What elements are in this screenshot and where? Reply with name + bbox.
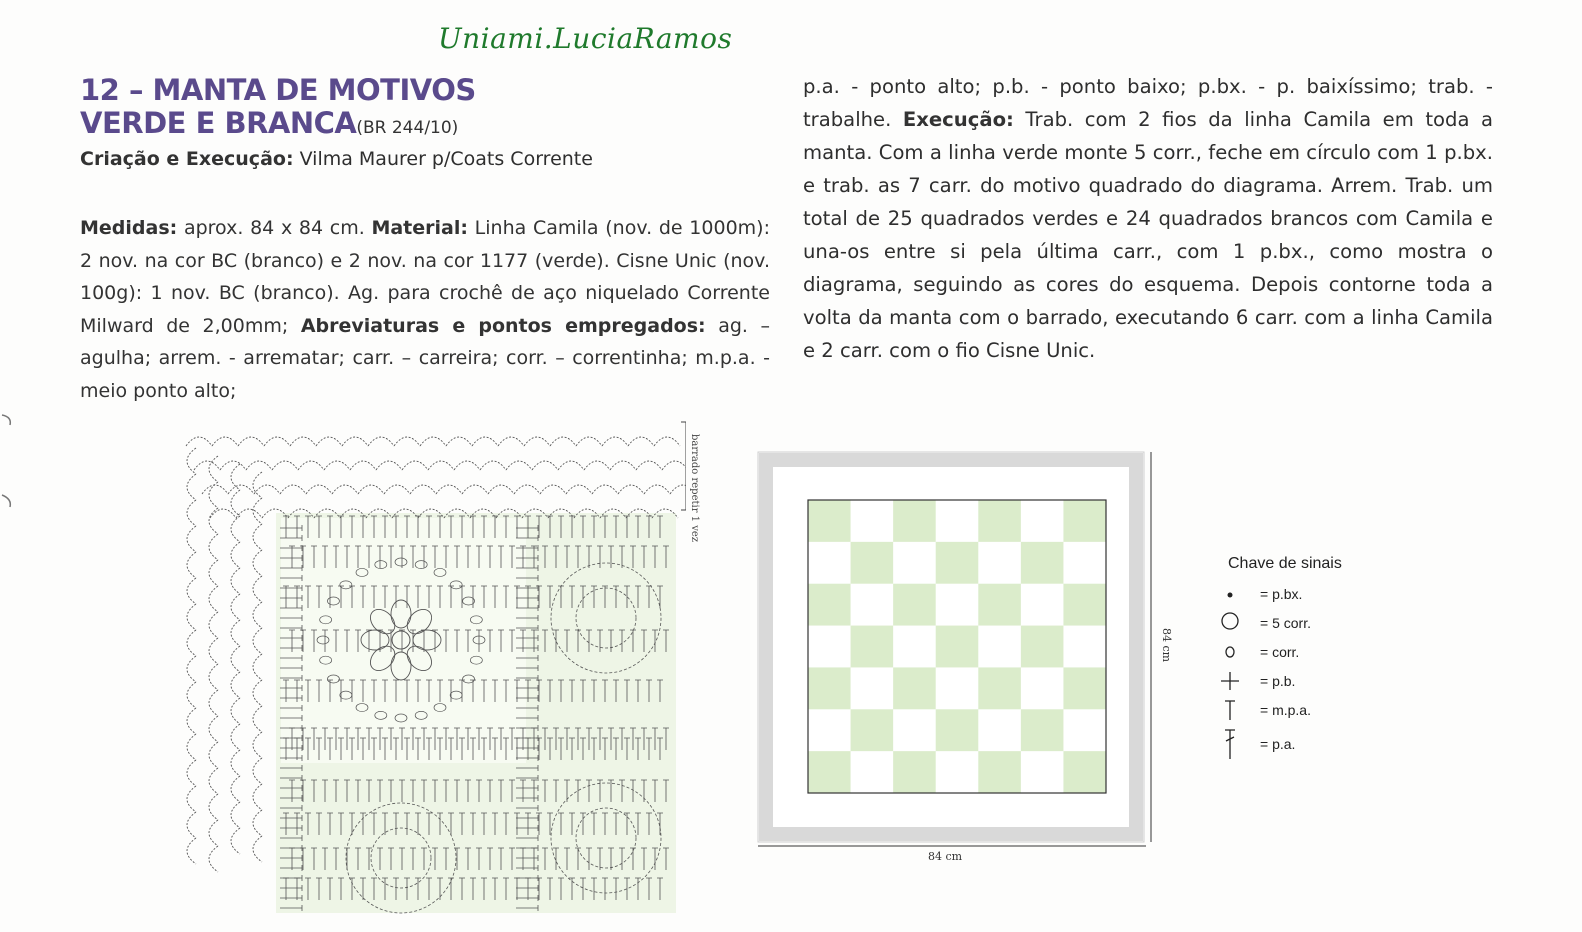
materials-paragraph xyxy=(80,212,770,408)
green-square xyxy=(893,500,936,542)
medidas-label: Medidas: xyxy=(80,217,178,239)
green-square xyxy=(808,500,851,542)
barrado-bracket xyxy=(681,422,686,510)
green-square xyxy=(893,584,936,626)
white-square xyxy=(1021,751,1064,793)
material-value: Linha Camila (nov. de 1000m): 2 nov. na cor BC (branco) e 2 nov. na cor 1177 (verde). Cisne Unic (nov. 100g): 1 nov. BC (branco). Ag. para crochê de aço niquelado Corrente Milward de 2,00mm; xyxy=(80,217,770,337)
white-square xyxy=(978,626,1021,668)
green-square xyxy=(1063,667,1106,709)
white-square xyxy=(851,667,894,709)
white-square xyxy=(808,542,851,584)
key-title: Chave de sinais xyxy=(1228,555,1342,572)
credit-label: Criação e Execução: xyxy=(80,148,294,170)
medidas-value: aprox. 84 x 84 cm. xyxy=(177,217,372,239)
execucao-value: Trab. com 2 fios da linha Camila em toda a manta. Com a linha verde monte 5 corr., feche em círculo com 1 p.bx. e trab. as 7 carr. do motivo quadrado do diagrama. Arrem. Trab. um total de 25 quadrados verdes e 24 quadrados brancos com Camila e una-os entre si pela última carr., com 1 p.bx., como mostra o diagrama, seguindo as cores do esquema. Depois contorne toda a volta da manta com o barrado, executando 6 carr. com a linha Camila e 2 carr. com o fio Cisne Unic. xyxy=(803,108,1493,362)
white-square xyxy=(808,709,851,751)
green-square xyxy=(808,584,851,626)
white-square xyxy=(1063,542,1106,584)
white-square xyxy=(1021,584,1064,626)
white-square xyxy=(978,542,1021,584)
motif-highlight xyxy=(281,518,526,763)
key-row xyxy=(1214,608,1342,637)
height-dimension: 84 cm xyxy=(1160,628,1173,663)
key-label: = p.b. xyxy=(1260,672,1296,689)
binder-holes xyxy=(0,395,20,525)
green-square xyxy=(1021,709,1064,751)
t-bar-cross-icon xyxy=(1214,726,1246,762)
pattern-title xyxy=(80,74,476,145)
material-label: Material: xyxy=(371,217,468,239)
green-square xyxy=(1063,584,1106,626)
key-row xyxy=(1214,724,1342,764)
title-line-1: 12 – MANTA DE MOTIVOS xyxy=(80,73,476,107)
edging-scallop-column xyxy=(209,456,218,872)
large-circle-icon xyxy=(1214,610,1246,636)
white-square xyxy=(978,709,1021,751)
key-label: = p.a. xyxy=(1260,736,1296,752)
execution-paragraph xyxy=(803,70,1493,367)
title-ref: (BR 244/10) xyxy=(356,118,459,138)
t-bar-icon xyxy=(1214,697,1246,723)
credit xyxy=(80,148,593,170)
crochet-stitch-diagram xyxy=(176,418,686,922)
edging-scallop-row xyxy=(202,485,686,494)
green-square xyxy=(808,667,851,709)
green-square xyxy=(978,667,1021,709)
white-square xyxy=(1021,500,1064,542)
green-square xyxy=(1063,751,1106,793)
white-square xyxy=(1063,626,1106,668)
abreviaturas-value: ag. – agulha; arrem. - arrematar; carr. – carreira; corr. – correntinha; m.p.a. - meio ponto alto; xyxy=(80,314,770,402)
green-square xyxy=(893,751,936,793)
white-square xyxy=(936,751,979,793)
white-square xyxy=(808,626,851,668)
watermark: Uniami.LuciaRamos xyxy=(438,22,733,55)
barrado-label: barrado repetir 1 vez xyxy=(689,434,700,543)
green-square xyxy=(893,667,936,709)
key-label: = p.bx. xyxy=(1260,585,1303,602)
white-square xyxy=(936,500,979,542)
key-row xyxy=(1214,695,1342,724)
plus-icon xyxy=(1214,668,1246,694)
edging-scallop-column xyxy=(231,464,240,854)
green-square xyxy=(978,584,1021,626)
small-oval-icon xyxy=(1214,639,1246,665)
green-square xyxy=(936,542,979,584)
width-dimension: 84 cm xyxy=(928,850,963,863)
white-square xyxy=(936,667,979,709)
credit-value: Vilma Maurer p/Coats Corrente xyxy=(293,148,593,170)
white-square xyxy=(851,584,894,626)
green-square xyxy=(851,626,894,668)
key-label: = 5 corr. xyxy=(1260,614,1311,631)
edging-scallop-column xyxy=(253,472,262,862)
title-line-2: VERDE E BRANCA xyxy=(80,106,357,140)
white-square xyxy=(1021,667,1064,709)
edging-scallop-row xyxy=(186,437,680,446)
key-label: = m.p.a. xyxy=(1260,701,1311,718)
white-square xyxy=(893,709,936,751)
dot-icon xyxy=(1214,581,1246,607)
green-square xyxy=(808,751,851,793)
symbol-key xyxy=(1214,555,1342,764)
green-square xyxy=(851,709,894,751)
blanket-layout-diagram xyxy=(756,450,1156,854)
green-square xyxy=(851,542,894,584)
green-square xyxy=(1021,626,1064,668)
abbrev-continued: p.a. - ponto alto; p.b. - ponto baixo; p.bx. - p. baixíssimo; trab. - trabalhe. xyxy=(803,75,1493,131)
white-square xyxy=(893,542,936,584)
green-square xyxy=(978,751,1021,793)
key-row xyxy=(1214,637,1342,666)
key-row xyxy=(1214,666,1342,695)
edging-scallop-column xyxy=(187,448,196,864)
white-square xyxy=(1063,709,1106,751)
key-row xyxy=(1214,579,1342,608)
execucao-label: Execução: xyxy=(902,108,1014,131)
green-square xyxy=(1063,500,1106,542)
white-square xyxy=(851,500,894,542)
white-square xyxy=(893,626,936,668)
white-square xyxy=(851,751,894,793)
green-square xyxy=(936,626,979,668)
abreviaturas-label: Abreviaturas e pontos empregados: xyxy=(300,314,706,337)
green-square xyxy=(978,500,1021,542)
edging-scallop-row xyxy=(194,461,686,470)
white-square xyxy=(936,584,979,626)
key-label: = corr. xyxy=(1260,643,1300,660)
green-square xyxy=(1021,542,1064,584)
green-square xyxy=(936,709,979,751)
